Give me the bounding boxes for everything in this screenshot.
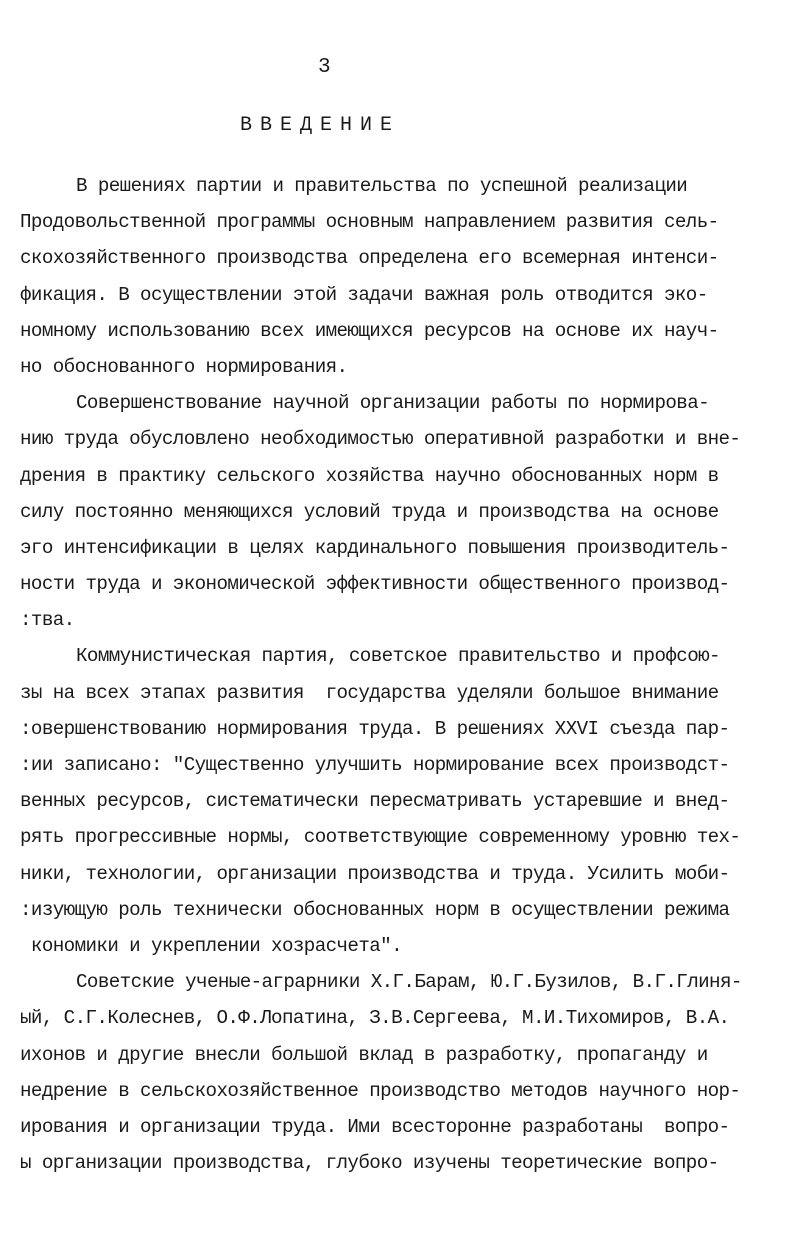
text-line: :ии записано: "Существенно улучшить нормирование всех производст- bbox=[20, 754, 730, 776]
text-line: но обоснованного нормирования. bbox=[20, 355, 348, 378]
text-line: Продовольственной программы основным направлением развития сель- bbox=[20, 211, 719, 234]
text-line: скохозяйственного производства определена его всемерная интенси- bbox=[20, 247, 719, 270]
text-line: ый, С.Г.Колеснев, О.Ф.Лопатина, З.В.Сергеева, М.И.Тихомиров, В.А. bbox=[20, 1007, 730, 1030]
text-line: ирования и организации труда. Ими всесторонне разработаны вопро- bbox=[20, 1115, 730, 1138]
text-line: Коммунистическая партия, советское правительство и профсою- bbox=[76, 645, 720, 668]
text-line: кономики и укреплении хозрасчета". bbox=[20, 934, 403, 957]
text-line: ихонов и другие внесли большой вклад в разработку, пропаганду и bbox=[20, 1043, 708, 1066]
paragraph bbox=[20, 638, 790, 964]
text-line: ы организации производства, глубоко изучены теоретические вопро- bbox=[20, 1152, 719, 1175]
document-body bbox=[20, 168, 790, 1181]
text-line: эго интенсификации в целях кардинального повышения производитель- bbox=[20, 536, 730, 559]
page-number: 3 bbox=[318, 56, 331, 79]
text-line: нию труда обусловлено необходимостью оперативной разработки и вне- bbox=[20, 428, 741, 451]
text-line: :овершенствованию нормирования труда. В решениях XXVI съезда пар- bbox=[20, 717, 730, 740]
text-line: дрения в практику сельского хозяйства научно обоснованных норм в bbox=[20, 464, 719, 487]
text-line: ности труда и экономической эффективности общественного производ- bbox=[20, 573, 730, 596]
paragraph bbox=[20, 964, 790, 1181]
text-line: :тва. bbox=[20, 609, 75, 632]
text-line: фикация. В осуществлении этой задачи важная роль отводится эко- bbox=[20, 283, 708, 306]
text-line: номному использованию всех имеющихся ресурсов на основе их науч- bbox=[20, 319, 719, 342]
text-line: рять прогрессивные нормы, соответствующие современному уровню тех- bbox=[20, 826, 741, 849]
text-line: В решениях партии и правительства по успешной реализации bbox=[76, 175, 688, 197]
paragraph bbox=[20, 385, 790, 638]
text-line: :изующую роль технически обоснованных норм в осуществлении режима bbox=[20, 898, 730, 921]
text-line: венных ресурсов, систематически пересматривать устаревшие и внед- bbox=[20, 790, 730, 813]
text-line: Совершенствование научной организации работы по нормирова- bbox=[76, 392, 710, 415]
text-line: ники, технологии, организации производства и труда. Усилить моби- bbox=[20, 862, 730, 885]
section-title: ВВЕДЕНИЕ bbox=[240, 114, 401, 137]
paragraph bbox=[20, 168, 790, 385]
text-line: зы на всех этапах развития государства уделяли большое внимание bbox=[20, 681, 719, 704]
text-line: недрение в сельскохозяйственное производство методов научного нор- bbox=[20, 1079, 741, 1102]
text-line: силу постоянно меняющихся условий труда и производства на основе bbox=[20, 500, 719, 523]
text-line: Советские ученые-аграрники Х.Г.Барам, Ю.Г.Бузилов, В.Г.Глиня- bbox=[76, 971, 742, 994]
